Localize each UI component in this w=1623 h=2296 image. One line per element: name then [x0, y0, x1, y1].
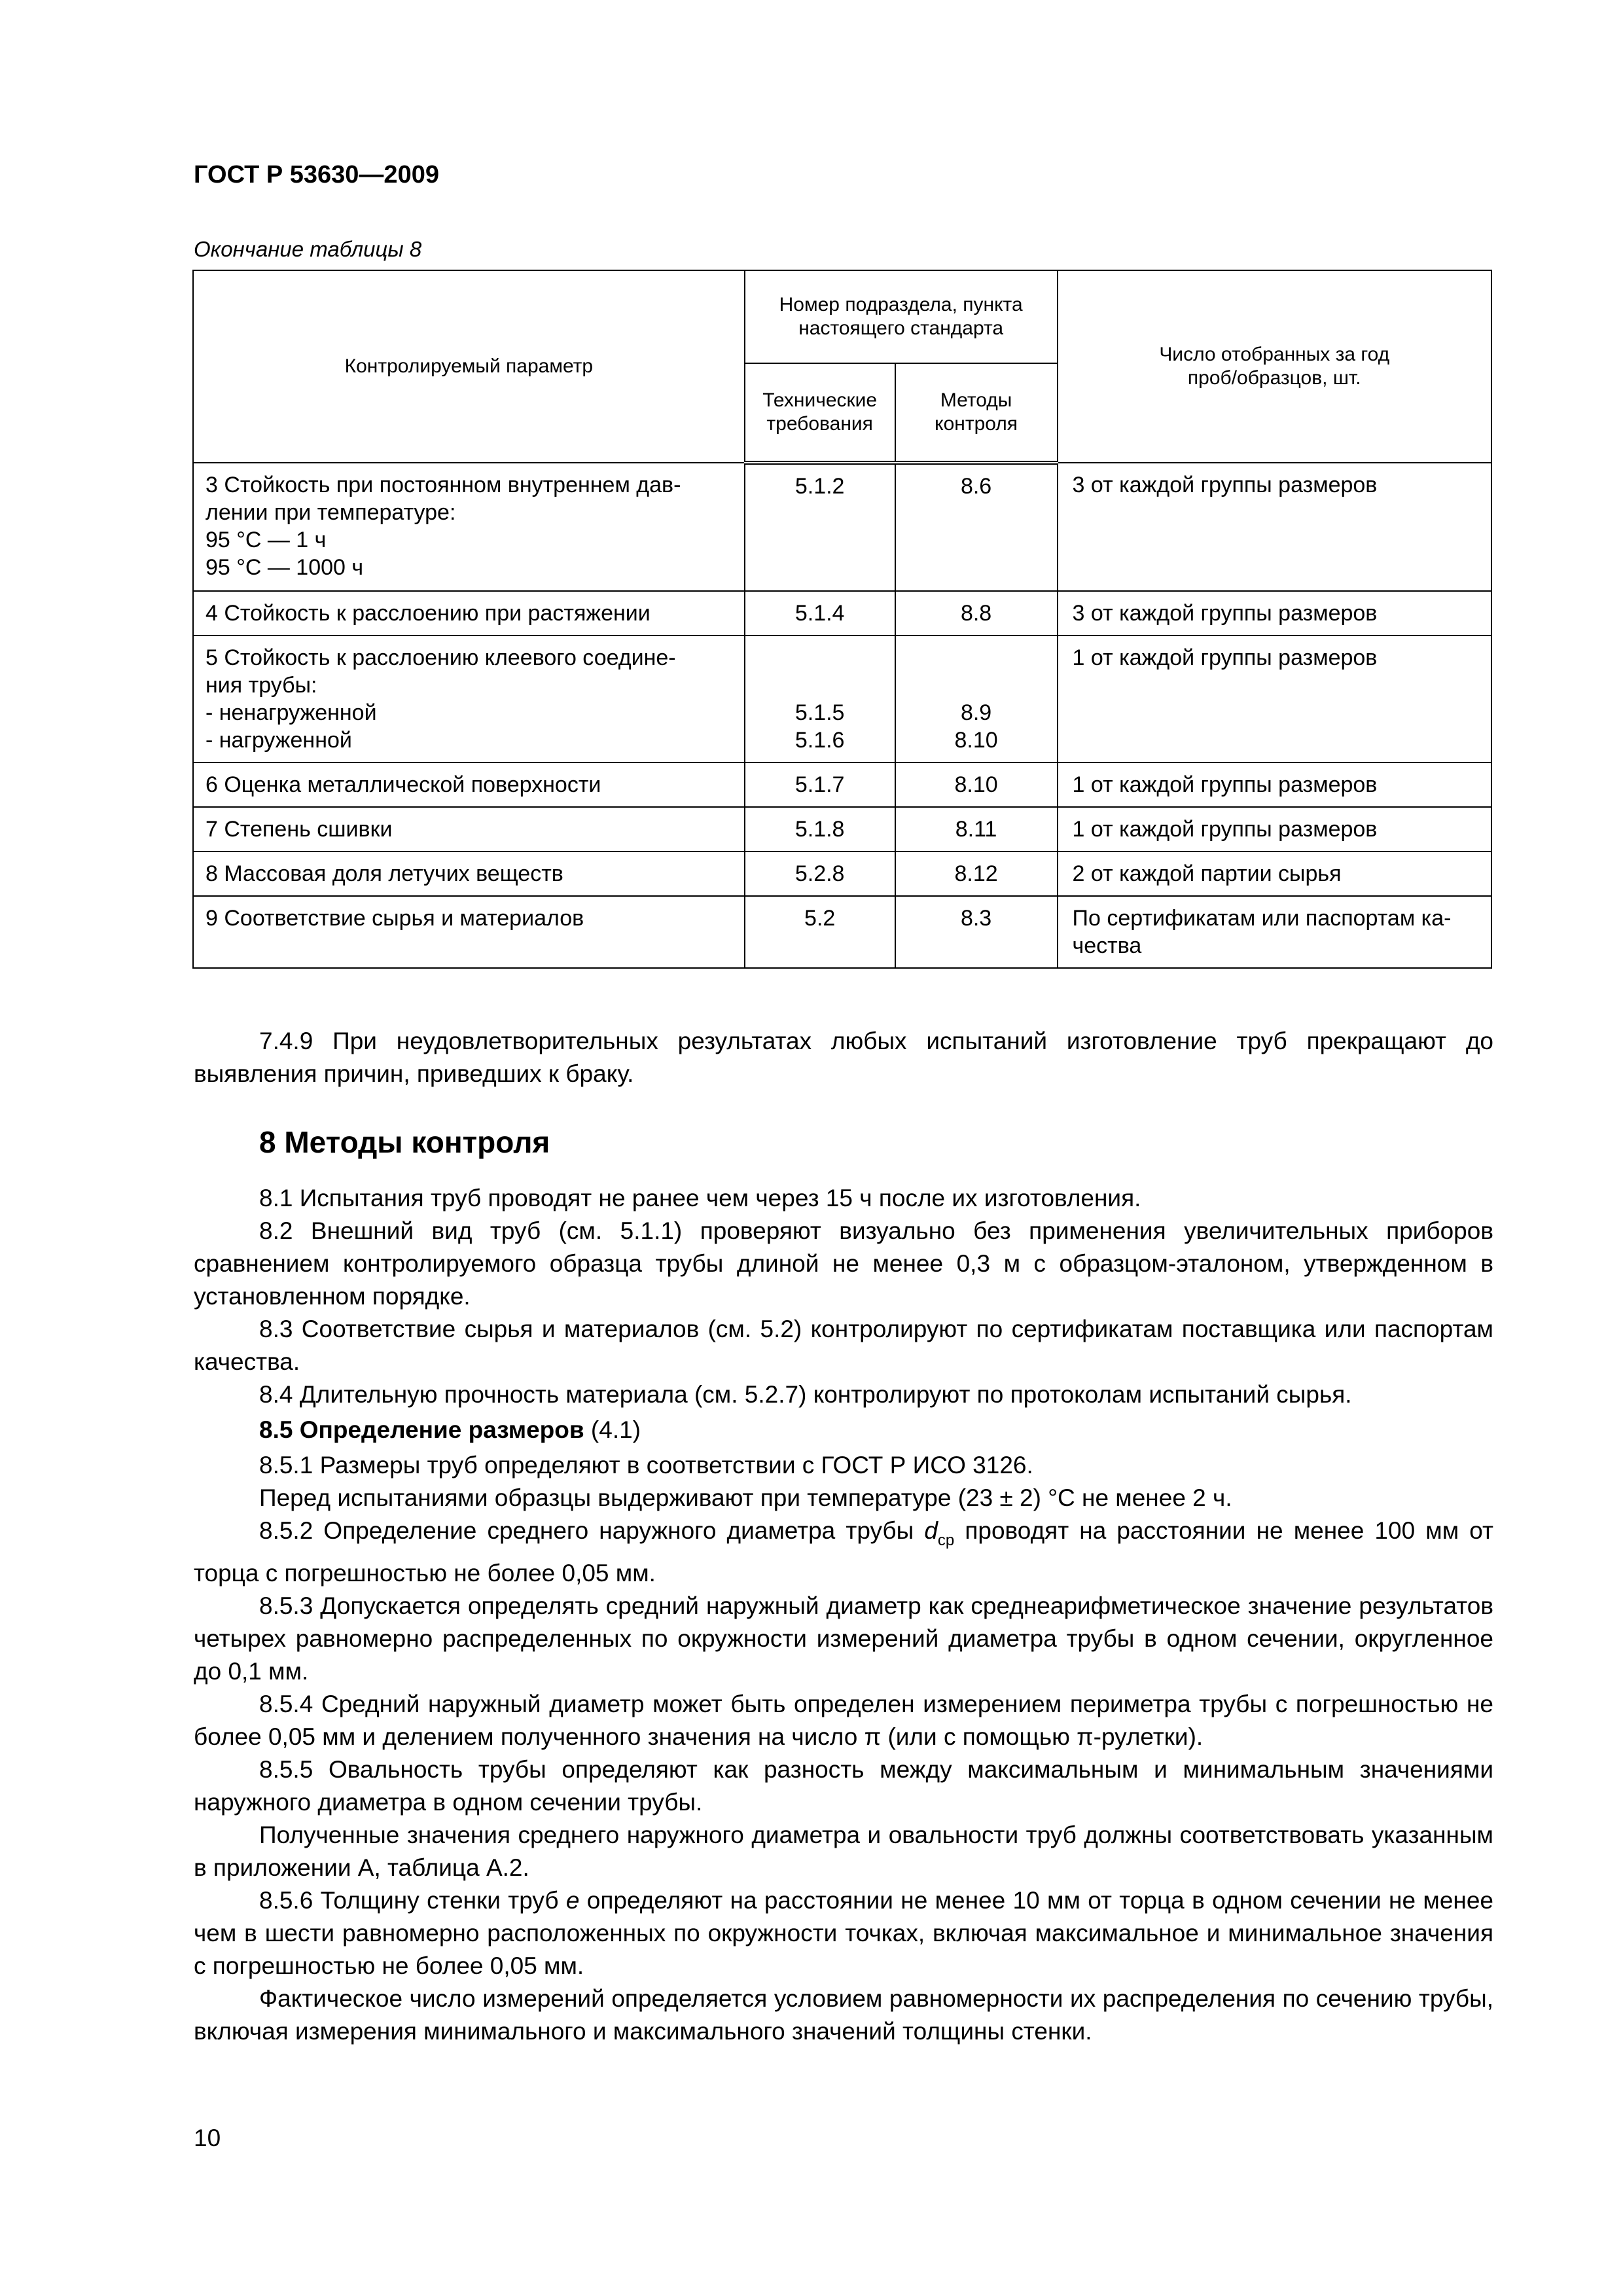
paragraph-8-5-5-b: Полученные значения среднего наружного диаметра и овальности труб должны соответствовать указанным в приложении А, таблица А.2. [194, 1821, 1493, 1881]
section-8-body [194, 1182, 1493, 2048]
header-param: Контролируемый параметр [193, 270, 745, 463]
paragraph-8-5-6: 8.5.6 Толщину стенки труб е определяют на расстоянии не менее 10 мм от торца в одном сечении не менее чем в шести равномерно расположенных по окружности точках, включая максимальное и минимальное значения с погрешностью не более 0,05 мм. [194, 1887, 1493, 1979]
paragraph-7-4-9-block [194, 1025, 1493, 1090]
paragraph-8-5-4: 8.5.4 Средний наружный диаметр может быть определен измерением периметра трубы с погрешностью не более 0,05 мм и делением полученного значения на число π (или с помощью π-рулетки). [194, 1691, 1493, 1750]
paragraph-7-4-9: 7.4.9 При неудовлетворительных результатах любых испытаний изготовление труб прекращают до выявления причин, приведших к браку. [194, 1028, 1493, 1087]
table-row: 9 Соответствие сырья и материалов 5.2 8.3 По сертификатам или паспортам ка-чества [193, 896, 1491, 968]
page-number: 10 [194, 2125, 221, 2151]
table-8 [192, 270, 1492, 969]
paragraph-8-5-1-b: Перед испытаниями образцы выдерживают при температуре (23 ± 2) °С не менее 2 ч. [259, 1484, 1232, 1511]
table-row: 3 Стойкость при постоянном внутреннем дав- лении при температуре: 95 °С — 1 ч 95 °С — 1000 ч 5.1.2 8.6 3 от каждой группы размеров [193, 463, 1491, 591]
header-count: Число отобранных за год проб/образцов, шт. [1058, 270, 1491, 463]
paragraph-8-5-1: 8.5.1 Размеры труб определяют в соответствии с ГОСТ Р ИСО 3126. [259, 1452, 1033, 1479]
document-header: ГОСТ Р 53630—2009 [194, 161, 439, 188]
paragraph-8-5-3: 8.5.3 Допускается определять средний наружный диаметр как среднеарифметическое значение результатов четырех равномерно распределенных по окружности измерений диаметра трубы в одном сечении, округленное до 0,1 мм. [194, 1592, 1493, 1685]
paragraph-8-5-6-c: Фактическое число измерений определяется условием равномерности их распределения по сечению трубы, включая измерения минимального и максимального значений толщины стенки. [194, 1985, 1493, 2045]
table-row: 5 Стойкость к расслоению клеевого соедине- ния трубы: - ненагруженной - нагруженной 5.1.5 5.1.6 8.9 8.10 1 от каждой группы размеров [193, 636, 1491, 762]
paragraph-8-5-2: 8.5.2 Определение среднего наружного диаметра трубы $d_{ср}$ проводят на расстоянии не менее 100 мм от торца с погрешностью не более 0,05 мм. [194, 1517, 1493, 1587]
paragraph-8-5: 8.5 Определение размеров (4.1) [259, 1416, 641, 1443]
header-section: Номер подраздела, пункта настоящего стандарта [745, 270, 1058, 363]
section-title: 8 Методы контроля [259, 1125, 550, 1159]
header-methods: Методы контроля [895, 363, 1058, 463]
paragraph-8-5-5: 8.5.5 Овальность трубы определяют как разность между максимальным и минимальным значениями наружного диаметра в одном сечении трубы. [194, 1756, 1493, 1816]
table-row: 8 Массовая доля летучих веществ 5.2.8 8.12 2 от каждой партии сырья [193, 852, 1491, 896]
paragraph-8-3: 8.3 Соответствие сырья и материалов (см. 5.2) контролируют по сертификатам поставщика или паспортам качества. [194, 1316, 1493, 1375]
paragraph-8-2: 8.2 Внешний вид труб (см. 5.1.1) проверяют визуально без применения увеличительных приборов сравнением контролируемого образца трубы длиной не менее 0,3 м с образцом-эталоном, утвержденном в установленном порядке. [194, 1217, 1493, 1310]
paragraph-8-4: 8.4 Длительную прочность материала (см. 5.2.7) контролируют по протоколам испытаний сырья. [259, 1381, 1352, 1408]
paragraph-8-1: 8.1 Испытания труб проводят не ранее чем через 15 ч после их изготовления. [259, 1185, 1141, 1211]
table-row: 6 Оценка металлической поверхности 5.1.7 8.10 1 от каждой группы размеров [193, 762, 1491, 807]
table-row: 7 Степень сшивки 5.1.8 8.11 1 от каждой группы размеров [193, 807, 1491, 852]
table-caption: Окончание таблицы 8 [194, 237, 422, 261]
header-tech: Технические требования [745, 363, 895, 463]
table-row: 4 Стойкость к расслоению при растяжении 5.1.4 8.8 3 от каждой группы размеров [193, 591, 1491, 636]
